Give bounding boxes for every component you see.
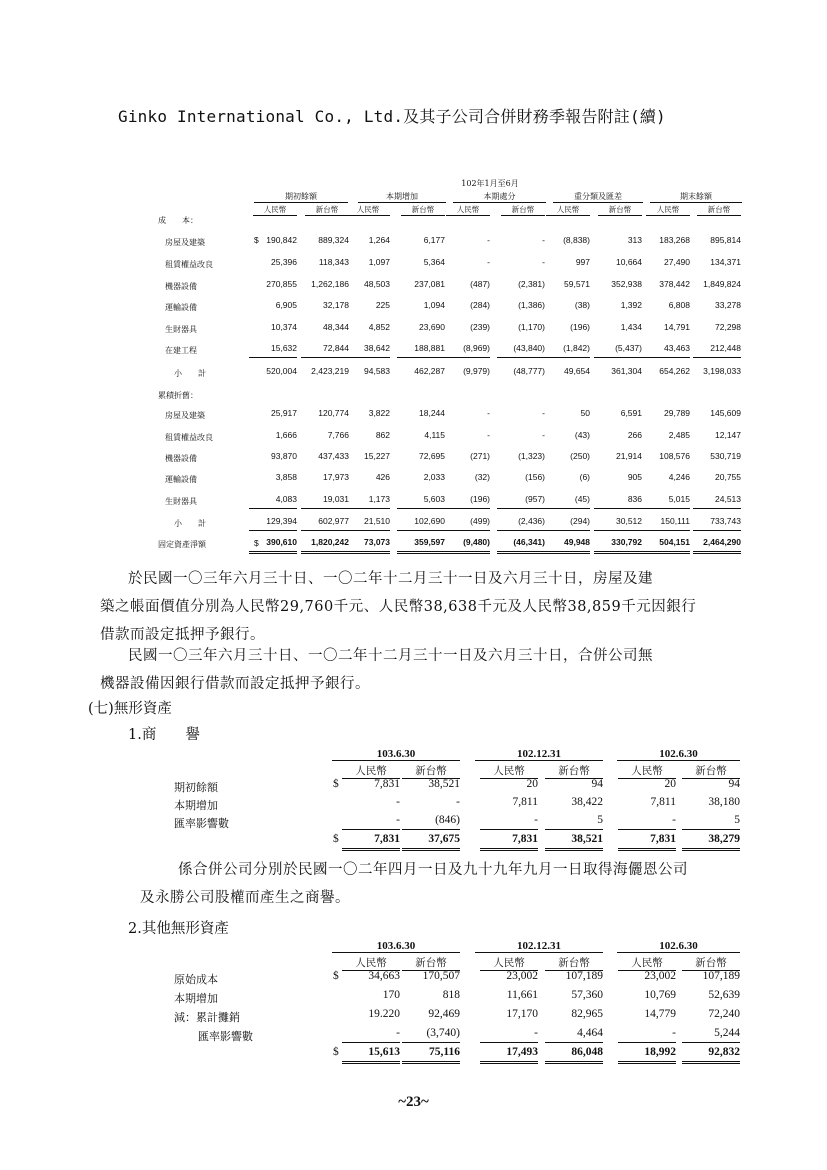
table-cell: 1,262,186	[311, 279, 349, 289]
table-cell: 94	[728, 778, 740, 790]
column-header: 人民幣	[480, 955, 538, 971]
section-heading: (七)無形資產	[88, 701, 172, 717]
row-label: 減：累計攤銷	[174, 1011, 240, 1024]
table-cell: 889,324	[318, 235, 349, 245]
column-header: 新台幣	[545, 955, 603, 971]
table-cell: -	[618, 1027, 676, 1043]
table-cell: 7,766	[327, 430, 349, 440]
table-cell: 654,262	[659, 366, 690, 376]
total-cell: 18,992	[618, 1046, 676, 1064]
row-label: 運輸設備	[165, 475, 197, 484]
table-cell: 29,789	[664, 408, 690, 418]
table-cell: 530,719	[710, 451, 741, 461]
table-cell: 818	[442, 989, 460, 1001]
table-cell: 504,151	[642, 537, 690, 554]
date-header: 103.6.30	[332, 940, 460, 953]
table-cell: (3,740)	[402, 1027, 460, 1043]
date-header: 103.6.30	[332, 748, 460, 761]
table-cell: 20,755	[715, 472, 741, 482]
paragraph-line: 於民國一〇三年六月三十日、一〇二年十二月三十一日及六月三十日，房屋及建	[128, 571, 653, 587]
table-cell: -	[456, 796, 460, 808]
table-cell: 38,422	[571, 796, 603, 808]
table-cell: 4,115	[424, 430, 445, 440]
table-cell: (2,381)	[518, 279, 545, 289]
row-label: 機器設備	[165, 454, 197, 463]
currency-symbol: $	[333, 970, 339, 982]
table-cell: (2,436)	[497, 516, 545, 531]
row-label: 生財器具	[165, 325, 197, 334]
table-cell: (487)	[470, 279, 490, 289]
table-cell: -	[487, 430, 490, 440]
table-cell: -	[542, 408, 545, 418]
table-cell: 134,371	[710, 257, 741, 267]
table-cell: 129,394	[249, 516, 297, 531]
table-cell: 270,855	[266, 279, 297, 289]
table-cell: 266	[627, 430, 642, 440]
table-cell: (43,840)	[497, 343, 545, 358]
table-cell: 10,374	[271, 322, 297, 332]
table-cell: 1,094	[423, 300, 445, 310]
column-header: 新台幣	[401, 204, 445, 216]
table-cell: -	[542, 430, 545, 440]
group-header: 期末餘額	[650, 191, 742, 203]
page-header: Ginko International Co., Ltd.及其子公司合併財務季報告附註(續)	[118, 107, 666, 126]
table-cell: 19,031	[301, 494, 349, 509]
total-cell: 7,831	[480, 833, 538, 851]
table-cell: 359,597	[397, 537, 445, 554]
row-label: 期初餘額	[174, 781, 218, 794]
table-cell: -	[480, 1027, 538, 1043]
paragraph-line: 築之帳面價值分別為人民幣29,760千元、人民幣38,638千元及人民幣38,859千元因銀行	[100, 599, 697, 615]
table-cell: 733,743	[693, 516, 741, 531]
table-cell: -	[618, 814, 676, 830]
total-cell: 38,279	[682, 833, 740, 851]
table-cell: 2,423,219	[311, 366, 349, 376]
table-cell: 4,852	[368, 322, 390, 332]
table-cell: 14,779	[644, 1008, 676, 1020]
subsection-heading: 2.其他無形資產	[128, 921, 229, 937]
row-label: 固定資產淨額	[158, 540, 206, 549]
table-cell: 1,097	[368, 257, 390, 267]
table-cell: (196)	[570, 322, 590, 332]
table-cell: 120,774	[318, 408, 349, 418]
page-number: ~23~	[398, 1094, 429, 1110]
table-cell: 1,820,242	[301, 537, 349, 554]
date-header: 102.12.31	[475, 748, 603, 761]
table-cell: (250)	[570, 451, 590, 461]
total-cell: 17,493	[480, 1046, 538, 1064]
table-cell: (1,842)	[542, 343, 590, 358]
group-header: 期初餘額	[254, 191, 348, 203]
table-cell: 895,814	[710, 235, 741, 245]
table-cell: 49,654	[564, 366, 590, 376]
column-header: 新台幣	[305, 204, 349, 216]
table-cell: 15,227	[364, 451, 390, 461]
table-cell: (1,323)	[518, 451, 545, 461]
table-cell: 237,081	[414, 279, 445, 289]
table-cell: 5,015	[642, 494, 690, 509]
row-label: 本期增加	[174, 992, 218, 1005]
table-cell: 352,938	[611, 279, 642, 289]
row-label: 房屋及建築	[165, 238, 205, 247]
table-cell: 330,792	[594, 537, 642, 554]
table-cell: 602,977	[301, 516, 349, 531]
table-cell: 426	[375, 472, 390, 482]
table-cell: 17,170	[506, 1008, 538, 1020]
table-cell: 73,073	[342, 537, 390, 554]
table-cell: 25,396	[271, 257, 297, 267]
date-header: 102.12.31	[475, 940, 603, 953]
table-cell: (9,480)	[442, 537, 490, 554]
table-cell: 33,278	[715, 300, 741, 310]
dep-section-label: 累積折舊：	[158, 391, 198, 400]
table-cell: -	[342, 1027, 400, 1043]
table-cell: 6,591	[620, 408, 642, 418]
currency-symbol: $	[254, 538, 259, 548]
table-cell: 1,264	[368, 235, 390, 245]
table-cell: 93,870	[271, 451, 297, 461]
paragraph-line: 機器設備因銀行借款而設定抵押予銀行。	[100, 676, 370, 692]
table-cell: 107,189	[565, 970, 603, 982]
table-cell: 378,442	[659, 279, 690, 289]
row-label: 匯率影響數	[174, 817, 229, 830]
table-cell: 190,842	[266, 235, 297, 245]
column-header: 人民幣	[480, 763, 538, 779]
table-cell: 5,244	[682, 1027, 740, 1043]
table-cell: 1,849,824	[703, 279, 741, 289]
table-cell: 4,464	[545, 1027, 603, 1043]
column-header: 新台幣	[545, 763, 603, 779]
column-header: 新台幣	[501, 204, 545, 216]
table-cell: 150,111	[642, 516, 690, 531]
column-header: 新台幣	[682, 763, 740, 779]
table-cell: 183,268	[659, 235, 690, 245]
table-cell: 94,583	[364, 366, 390, 376]
column-header: 新台幣	[682, 955, 740, 971]
table-cell: 17,973	[323, 472, 349, 482]
table-cell: 5	[545, 814, 603, 830]
table-cell: (1,170)	[518, 322, 545, 332]
table-cell: 118,343	[318, 257, 349, 267]
column-header: 人民幣	[446, 204, 490, 216]
table-cell: 32,178	[323, 300, 349, 310]
table-cell: 5,364	[423, 257, 445, 267]
column-header: 人民幣	[618, 763, 676, 779]
subsection-heading: 1.商 譽	[128, 727, 200, 743]
table-cell: 2,464,290	[693, 537, 741, 554]
table-cell: 19.220	[368, 1008, 400, 1020]
row-label: 原始成本	[174, 973, 218, 986]
column-header: 新台幣	[697, 204, 741, 216]
table-cell: 212,448	[693, 343, 741, 358]
table-cell: 43,463	[642, 343, 690, 358]
table-cell: (271)	[470, 451, 490, 461]
table-cell: 18,244	[419, 408, 445, 418]
table-cell: -	[342, 814, 400, 830]
table-cell: (32)	[474, 472, 490, 482]
table-cell: 2,485	[668, 430, 690, 440]
table-cell: 520,004	[266, 366, 297, 376]
total-cell: 15,613	[342, 1046, 400, 1064]
date-header: 102.6.30	[617, 748, 740, 761]
table-cell: (1,386)	[518, 300, 545, 310]
table-cell: -	[396, 796, 400, 808]
table-cell: 5,603	[397, 494, 445, 509]
column-header: 新台幣	[402, 763, 460, 779]
table-cell: 82,965	[571, 1008, 603, 1020]
table-cell: 10,664	[616, 257, 642, 267]
table-cell: 102,690	[397, 516, 445, 531]
table-cell: 1,434	[620, 322, 642, 332]
table-cell: -	[480, 814, 538, 830]
column-header: 人民幣	[618, 955, 676, 971]
table-cell: 5	[682, 814, 740, 830]
total-cell: 92,832	[682, 1046, 740, 1064]
table-cell: 24,513	[693, 494, 741, 509]
table-cell: 225	[375, 300, 390, 310]
table-cell: (957)	[497, 494, 545, 509]
table-cell: 361,304	[611, 366, 642, 376]
table-cell: -	[487, 257, 490, 267]
total-cell: 37,675	[402, 833, 460, 851]
total-cell: 38,521	[545, 833, 603, 851]
table-cell: 1,666	[275, 430, 297, 440]
table-cell: (294)	[542, 516, 590, 531]
column-header: 新台幣	[402, 955, 460, 971]
table-cell: 170,507	[422, 970, 460, 982]
column-header: 人民幣	[346, 204, 390, 216]
table-cell: 48,503	[364, 279, 390, 289]
table-cell: 145,609	[710, 408, 741, 418]
table-cell: 905	[627, 472, 642, 482]
table-cell: 30,512	[594, 516, 642, 531]
table-cell: 92,469	[428, 1008, 460, 1020]
table-cell: 7,811	[650, 796, 676, 808]
table-cell: 57,360	[571, 989, 603, 1001]
table-cell: 72,240	[708, 1008, 740, 1020]
table-cell: 3,822	[368, 408, 390, 418]
column-header: 人民幣	[253, 204, 297, 216]
table-cell: (6)	[579, 472, 590, 482]
row-label: 生財器具	[165, 497, 197, 506]
table-cell: -	[542, 257, 545, 267]
table-cell: 107,189	[702, 970, 740, 982]
table-cell: (45)	[542, 494, 590, 509]
currency-symbol: $	[333, 833, 339, 845]
table-cell: (48,777)	[513, 366, 545, 376]
table-cell: (846)	[402, 814, 460, 830]
table-cell: 4,246	[668, 472, 690, 482]
column-header: 人民幣	[342, 955, 400, 971]
row-label: 機器設備	[165, 282, 197, 291]
table-cell: (5,437)	[594, 343, 642, 358]
table-cell: 11,661	[506, 989, 538, 1001]
table-cell: 94	[591, 778, 603, 790]
table-cell: (9,979)	[463, 366, 490, 376]
row-label: 運輸設備	[165, 303, 197, 312]
table-cell: 20	[664, 778, 676, 790]
table-cell: 21,510	[342, 516, 390, 531]
table-cell: 2,033	[423, 472, 445, 482]
table-cell: 313	[627, 235, 642, 245]
table-cell: 72,695	[419, 451, 445, 461]
group-header: 重分類及匯差	[553, 191, 643, 203]
table-cell: 462,287	[414, 366, 445, 376]
table-cell: 6,808	[668, 300, 690, 310]
table-cell: -	[542, 235, 545, 245]
total-cell: 86,048	[545, 1046, 603, 1064]
table-cell: 836	[594, 494, 642, 509]
row-label: 在建工程	[165, 346, 197, 355]
table-cell: 862	[375, 430, 390, 440]
table-cell: 59,571	[564, 279, 590, 289]
table-cell: 997	[575, 257, 590, 267]
column-header: 人民幣	[546, 204, 590, 216]
table-cell: 38,180	[708, 796, 740, 808]
table-cell: 25,917	[271, 408, 297, 418]
paragraph-line: 借款而設定抵押予銀行。	[100, 627, 265, 643]
table-cell: 188,881	[397, 343, 445, 358]
table-cell: 34,663	[368, 970, 400, 982]
table-cell: 48,344	[323, 322, 349, 332]
table-cell: (196)	[442, 494, 490, 509]
table-cell: (8,838)	[563, 235, 590, 245]
table-cell: 38,521	[428, 778, 460, 790]
table-cell: 72,298	[715, 322, 741, 332]
paragraph-line: 及永勝公司股權而產生之商譽。	[140, 890, 350, 906]
table-cell: 108,576	[659, 451, 690, 461]
table-cell: (156)	[525, 472, 545, 482]
row-label: 租賃權益改良	[165, 433, 213, 442]
table-cell: 4,083	[249, 494, 297, 509]
row-label: 房屋及建築	[165, 411, 205, 420]
table-cell: 14,791	[664, 322, 690, 332]
table-cell: (46,341)	[497, 537, 545, 554]
total-cell: 75,116	[402, 1046, 460, 1064]
table-cell: 23,002	[644, 970, 676, 982]
total-cell: 7,831	[342, 833, 400, 851]
total-cell: 7,831	[618, 833, 676, 851]
column-header: 人民幣	[342, 763, 400, 779]
table-cell: 23,002	[506, 970, 538, 982]
table-cell: 15,632	[249, 343, 297, 358]
paragraph-line: 民國一〇三年六月三十日、一〇二年十二月三十一日及六月三十日，合併公司無	[128, 648, 653, 664]
table-cell: (8,969)	[442, 343, 490, 358]
table-cell: (38)	[574, 300, 590, 310]
table-cell: 3,198,033	[703, 366, 741, 376]
table-cell: -	[487, 235, 490, 245]
table-cell: 6,905	[275, 300, 297, 310]
group-header: 本期處分	[453, 191, 546, 203]
table-cell: 7,811	[512, 796, 538, 808]
date-header: 102.6.30	[617, 940, 740, 953]
row-label: 小 計	[174, 369, 206, 378]
period-title: 102年1月至6月	[461, 179, 519, 188]
table-cell: 23,690	[419, 322, 445, 332]
table-cell: 1,392	[620, 300, 642, 310]
table-cell: 7,831	[374, 778, 400, 790]
table-cell: 6,177	[423, 235, 445, 245]
table-cell: 49,948	[542, 537, 590, 554]
currency-symbol: $	[254, 235, 259, 245]
table-cell: (499)	[442, 516, 490, 531]
currency-symbol: $	[333, 778, 339, 790]
row-label: 本期增加	[174, 799, 218, 812]
table-cell: 1,173	[342, 494, 390, 509]
table-cell: (284)	[470, 300, 490, 310]
table-cell: 52,639	[708, 989, 740, 1001]
table-cell: 20	[526, 778, 538, 790]
cost-section-label: 成 本：	[158, 216, 198, 225]
table-cell: (43)	[574, 430, 590, 440]
row-label: 租賃權益改良	[165, 260, 213, 269]
table-cell: 72,844	[301, 343, 349, 358]
currency-symbol: $	[333, 1046, 339, 1058]
table-cell: 10,769	[644, 989, 676, 1001]
column-header: 人民幣	[646, 204, 690, 216]
table-cell: (239)	[470, 322, 490, 332]
table-cell: 21,914	[616, 451, 642, 461]
table-cell: 12,147	[715, 430, 741, 440]
table-cell: 437,433	[318, 451, 349, 461]
group-header: 本期增加	[358, 191, 446, 203]
table-cell: 50	[580, 408, 590, 418]
table-cell: 170	[382, 989, 400, 1001]
table-cell: 3,858	[275, 472, 297, 482]
paragraph-line: 係合併公司分別於民國一〇二年四月一日及九十九年九月一日取得海儷恩公司	[178, 862, 688, 878]
table-cell: 27,490	[664, 257, 690, 267]
row-label: 匯率影響數	[198, 1030, 253, 1043]
table-cell: 390,610	[249, 537, 297, 554]
column-header: 新台幣	[598, 204, 642, 216]
table-cell: -	[487, 408, 490, 418]
table-cell: 38,642	[342, 343, 390, 358]
row-label: 小 計	[174, 519, 206, 528]
